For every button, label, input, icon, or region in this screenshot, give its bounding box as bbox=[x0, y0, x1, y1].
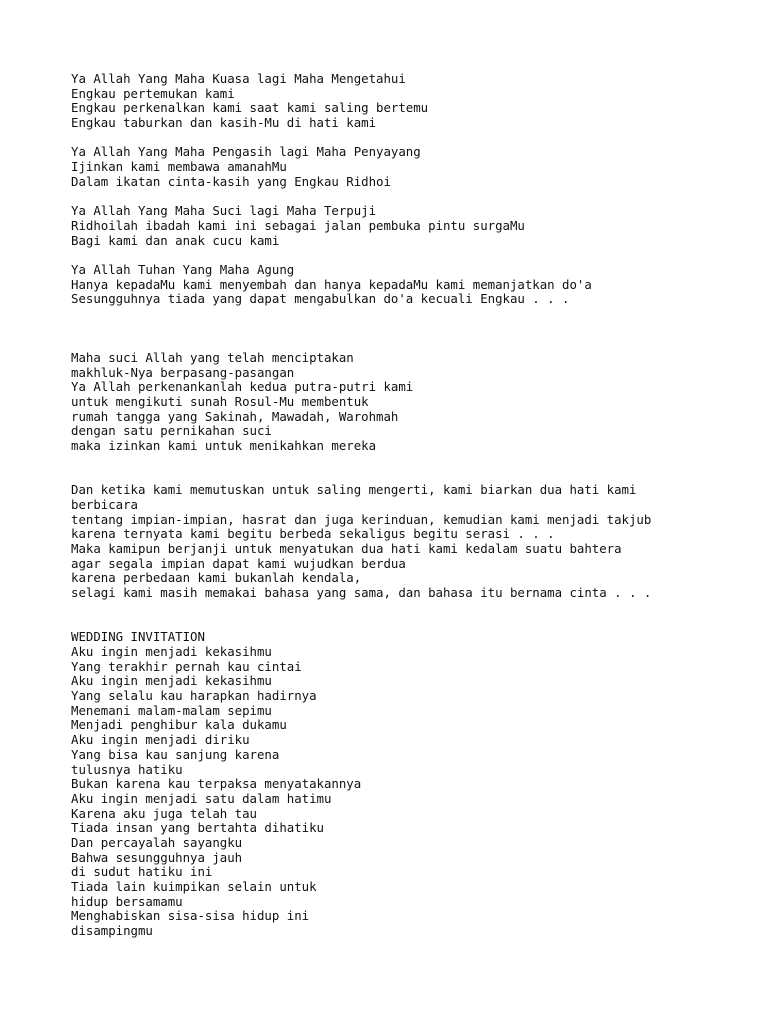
text-line: Yang bisa kau sanjung karena bbox=[71, 746, 280, 762]
text-line: Maka kamipun berjanji untuk menyatukan dua hati kami kedalam suatu bahtera bbox=[71, 541, 622, 557]
text-line: Menghabiskan sisa-sisa hidup ini bbox=[71, 908, 310, 924]
blank-line bbox=[71, 131, 751, 146]
text-line: Bahwa sesungguhnya jauh bbox=[71, 849, 243, 865]
text-line: Ya Allah Yang Maha Pengasih lagi Maha Penyayang bbox=[71, 144, 421, 160]
blank-space bbox=[71, 307, 751, 351]
text-line: tentang impian-impian, hasrat dan juga kerinduan, kemudian kami menjadi takjub bbox=[71, 511, 652, 527]
text-line: Engkau perkenalkan kami saat kami saling bertemu bbox=[71, 100, 429, 116]
text-line: Engkau pertemukan kami bbox=[71, 85, 235, 101]
text-line: Tiada lain kuimpikan selain untuk bbox=[71, 879, 317, 894]
blank-line bbox=[71, 190, 751, 205]
text-line: Ya Allah perkenankanlah kedua putra-putri kami bbox=[71, 379, 414, 395]
text-line: Karena aku juga telah tau bbox=[71, 805, 257, 821]
text-line: Bukan karena kau terpaksa menyatakannya bbox=[71, 776, 362, 792]
text-line: rumah tangga yang Sakinah, Mawadah, Warohmah bbox=[71, 408, 399, 424]
text-line: Yang selalu kau harapkan hadirnya bbox=[71, 688, 317, 704]
stanza-6 bbox=[71, 483, 751, 601]
stanza-5 bbox=[71, 351, 751, 454]
section-heading: WEDDING INVITATION bbox=[71, 629, 205, 645]
blank-space bbox=[71, 601, 751, 631]
text-line: Aku ingin menjadi satu dalam hatimu bbox=[71, 790, 332, 806]
text-line: selagi kami masih memakai bahasa yang sama, dan bahasa itu bernama cinta . . . bbox=[71, 585, 652, 601]
text-line: agar segala impian dapat kami wujudkan berdua bbox=[71, 555, 406, 571]
text-line: Aku ingin menjadi kekasihmu bbox=[71, 644, 272, 659]
text-line: Dan ketika kami memutuskan untuk saling mengerti, kami biarkan dua hati kami bbox=[71, 482, 637, 498]
text-line: Sesungguhnya tiada yang dapat mengabulkan do'a kecuali Engkau . . . bbox=[71, 291, 570, 307]
text-line: Yang terakhir pernah kau cintai bbox=[71, 658, 302, 674]
text-line: Ijinkan kami membawa amanahMu bbox=[71, 159, 287, 175]
text-line: Engkau taburkan dan kasih-Mu di hati kami bbox=[71, 115, 377, 131]
text-line: Menjadi penghibur kala dukamu bbox=[71, 717, 287, 733]
stanza-2 bbox=[71, 145, 751, 189]
text-line: Maha suci Allah yang telah menciptakan bbox=[71, 350, 354, 365]
text-line: Bagi kami dan anak cucu kami bbox=[71, 232, 280, 248]
text-line: hidup bersamamu bbox=[71, 893, 183, 909]
text-line: di sudut hatiku ini bbox=[71, 864, 213, 880]
text-line: Ya Allah Yang Maha Suci lagi Maha Terpuji bbox=[71, 203, 377, 219]
blank-space bbox=[71, 454, 751, 484]
text-line: untuk mengikuti sunah Rosul-Mu membentuk bbox=[71, 394, 369, 410]
text-line: tulusnya hatiku bbox=[71, 761, 183, 777]
text-line: Hanya kepadaMu kami menyembah dan hanya kepadaMu kami memanjatkan do'a bbox=[71, 276, 592, 292]
text-line: Aku ingin menjadi diriku bbox=[71, 732, 250, 748]
blank-line bbox=[71, 248, 751, 263]
text-line: Tiada insan yang bertahta dihatiku bbox=[71, 820, 324, 836]
stanza-1 bbox=[71, 72, 751, 131]
stanza-4 bbox=[71, 263, 751, 307]
text-line: maka izinkan kami untuk menikahkan mereka bbox=[71, 438, 377, 454]
text-line: Dalam ikatan cinta-kasih yang Engkau Ridhoi bbox=[71, 173, 391, 189]
text-line: makhluk-Nya berpasang-pasangan bbox=[71, 364, 295, 380]
text-line: Ridhoilah ibadah kami ini sebagai jalan pembuka pintu surgaMu bbox=[71, 217, 525, 233]
text-line: karena ternyata kami begitu berbeda sekaligus begitu serasi . . . bbox=[71, 526, 555, 542]
text-line: Aku ingin menjadi kekasihmu bbox=[71, 673, 272, 689]
text-line: karena perbedaan kami bukanlah kendala, bbox=[71, 570, 362, 586]
text-line: Menemani malam-malam sepimu bbox=[71, 702, 272, 718]
text-line: berbicara bbox=[71, 497, 138, 512]
text-line: Ya Allah Yang Maha Kuasa lagi Maha Mengetahui bbox=[71, 71, 406, 86]
stanza-7 bbox=[71, 630, 751, 938]
text-line: disampingmu bbox=[71, 923, 153, 939]
stanza-3 bbox=[71, 204, 751, 248]
text-line: dengan satu pernikahan suci bbox=[71, 423, 272, 439]
text-line: Ya Allah Tuhan Yang Maha Agung bbox=[71, 261, 295, 277]
text-line: Dan percayalah sayangku bbox=[71, 834, 243, 850]
document-text bbox=[71, 72, 751, 939]
